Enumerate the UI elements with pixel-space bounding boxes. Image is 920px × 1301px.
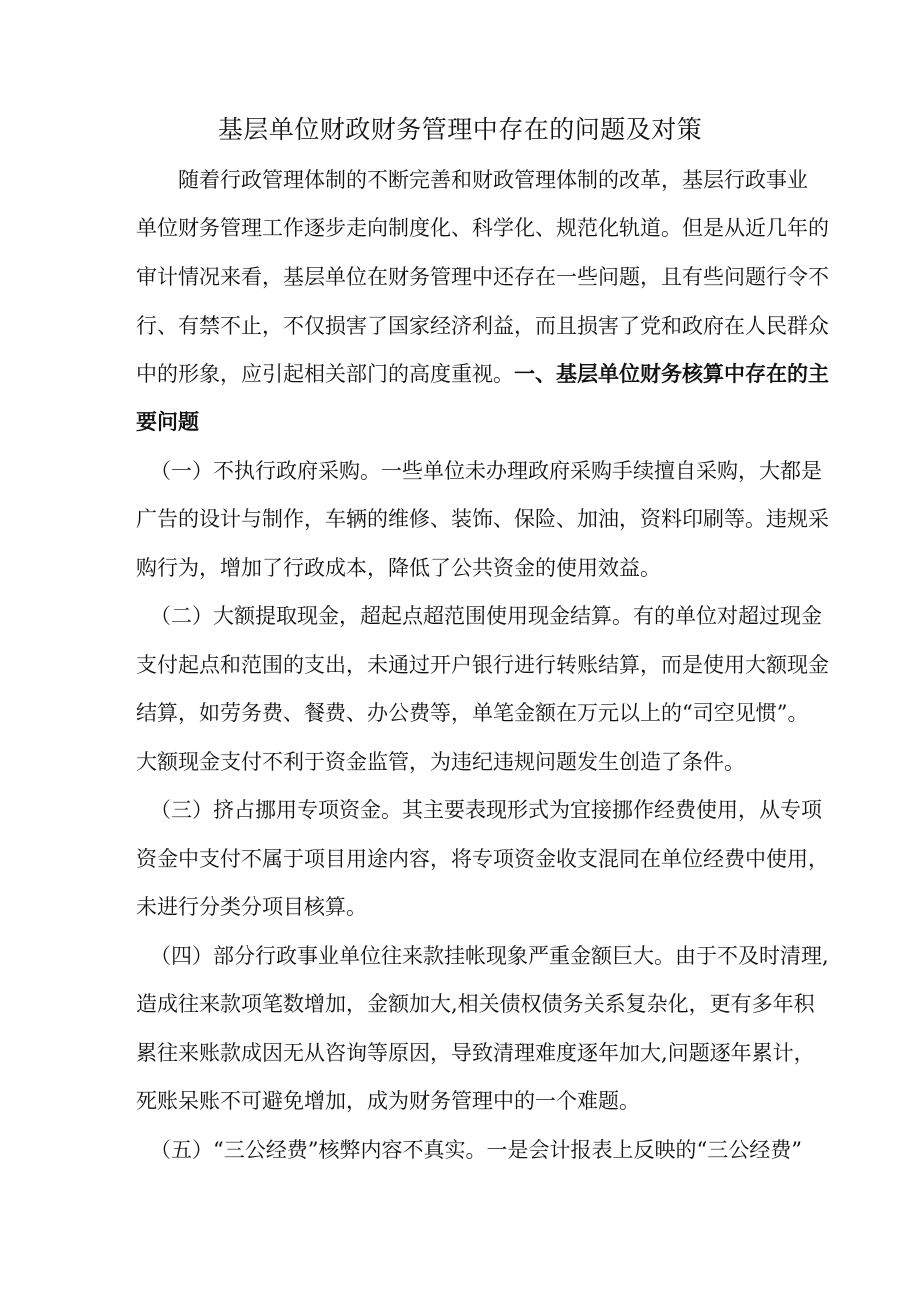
paragraph-line: （一）不执行政府采购。一些单位未办理政府采购手续擅自采购，大都是: [150, 459, 822, 483]
paragraph-line: 死账呆账不可避免增加，成为财务管理中的一个难题。: [136, 1089, 640, 1113]
paragraph-line: 大额现金支付不利于资金监管，为违纪违规问题发生创造了条件。: [136, 750, 745, 774]
paragraph-line: （五）“三公经费”核弊内容不真实。一是会计报表上反映的“三公经费”: [150, 1138, 802, 1162]
paragraph-line: 广告的设计与制作，车辆的维修、装饰、保险、加油，资料印刷等。违规采: [136, 507, 829, 531]
paragraph-line: 累往来账款成因无从咨询等原因，导致清理难度逐年加大,问题逐年累计，: [136, 1041, 815, 1065]
paragraph-line-with-heading: [136, 358, 829, 390]
paragraph-line: 审计情况来看，基层单位在财务管理中还存在一些问题，且有些问题行令不: [136, 265, 829, 289]
paragraph-line: 资金中支付不属于项目用途内容，将专项资金收支混同在单位经费中使用，: [136, 847, 829, 871]
paragraph-text: 中的形象，应引起相关部门的高度重视。: [136, 362, 514, 386]
paragraph-line: 未进行分类分项目核算。: [136, 895, 367, 919]
section-heading-continued: 要问题: [136, 409, 199, 434]
paragraph-line: （三）挤占挪用专项资金。其主要表现形式为宜接挪作经费使用，从专项: [150, 798, 822, 822]
paragraph-line: 结算，如劳务费、餐费、办公费等，单笔金额在万元以上的“司空见惯”。: [136, 701, 809, 725]
paragraph-line: （四）部分行政事业单位往来款挂帐现象严重金额巨大。由于不及时清理,: [150, 944, 829, 968]
document-title: 基层单位财政财务管理中存在的问题及对策: [217, 115, 703, 144]
paragraph-line: 购行为，增加了行政成本，降低了公共资金的使用效益。: [136, 556, 661, 580]
paragraph-line: 支付起点和范围的支出，未通过开户银行进行转账结算，而是使用大额现金: [136, 653, 829, 677]
paragraph-line: 单位财务管理工作逐步走向制度化、科学化、规范化轨道。但是从近几年的: [136, 216, 829, 240]
paragraph-line: 随着行政管理体制的不断完善和财政管理体制的改革，基层行政事业: [178, 168, 808, 192]
paragraph-line: （二）大额提取现金，超起点超范围使用现金结算。有的单位对超过现金: [150, 604, 822, 628]
section-heading: 一、基层单位财务核算中存在的主: [514, 361, 829, 386]
paragraph-line: 行、有禁不止，不仅损害了国家经济利益，而且损害了党和政府在人民群众: [136, 314, 829, 338]
paragraph-line: 造成往来款项笔数增加，金额加大,相关债权债务关系复杂化，更有多年积: [136, 992, 815, 1016]
